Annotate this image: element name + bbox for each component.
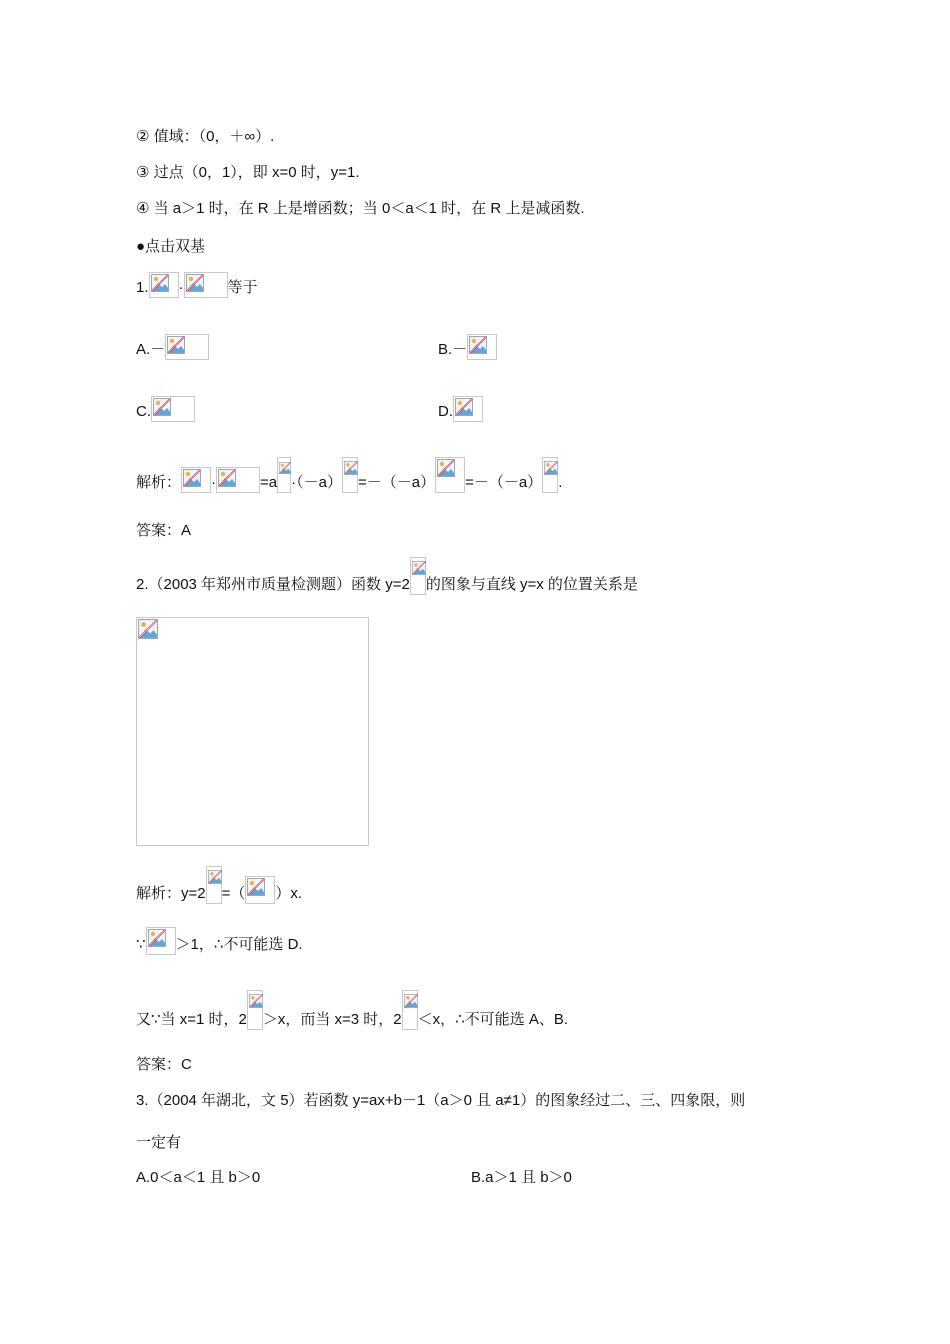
formula-image <box>216 467 260 493</box>
broken-image-icon <box>218 469 236 487</box>
formula-image <box>206 866 222 904</box>
q1-solution: 解析： · =a ·（－a） =－（－a） =－（－a） . <box>136 457 562 493</box>
q1-option-b: B.－ <box>438 334 497 360</box>
broken-image-icon <box>404 992 418 1010</box>
broken-image-icon <box>167 336 185 354</box>
broken-image-icon <box>151 274 169 292</box>
formula-image <box>151 396 195 422</box>
q3-stem-line-1: 3.（2004 年湖北，文 5）若函数 y=ax+b－1（a＞0 且 a≠1）的图象经过二、三、四象限，则 <box>136 1092 746 1109</box>
broken-image-icon <box>148 929 166 947</box>
broken-image-icon <box>469 336 487 354</box>
q2-stem: 2.（2003 年郑州市质量检测题）函数 y=2 的图象与直线 y=x 的位置关系是 <box>136 557 638 595</box>
q1-option-c: C. <box>136 396 195 422</box>
q2-solution-3: 又∵当 x=1 时，2 ＞x，而当 x=3 时，2 ＜x，∴不可能选 A、B. <box>136 990 568 1030</box>
formula-image <box>453 396 483 422</box>
q3-stem-line-2: 一定有 <box>136 1134 182 1151</box>
q1-option-d: D. <box>438 396 483 422</box>
broken-image-icon <box>455 398 473 416</box>
q2-solution-2: ∵ ＞1，∴不可能选 D. <box>136 927 303 955</box>
formula-image <box>181 467 211 493</box>
formula-image <box>435 457 465 493</box>
property-monotonic: ④ 当 a＞1 时，在 R 上是增函数；当 0＜a＜1 时，在 R 上是减函数. <box>136 200 585 217</box>
broken-image-icon <box>437 459 455 477</box>
graph-figure-image <box>136 617 369 846</box>
q3-option-a: A.0＜a＜1 且 b＞0 <box>136 1169 261 1186</box>
broken-image-icon <box>544 459 558 477</box>
formula-image <box>247 990 263 1030</box>
broken-image-icon <box>344 459 358 477</box>
formula-image <box>410 557 426 595</box>
formula-image <box>467 334 497 360</box>
broken-image-icon <box>153 398 171 416</box>
formula-image <box>402 990 418 1030</box>
formula-image <box>149 272 179 298</box>
formula-image <box>277 457 291 493</box>
broken-image-icon <box>186 274 204 292</box>
broken-image-icon <box>208 868 222 886</box>
property-range: ② 值域：（0，＋∞）. <box>136 128 275 145</box>
q1-stem: 1. · 等于 <box>136 272 258 298</box>
broken-image-icon <box>249 992 263 1010</box>
q1-option-a: A.－ <box>136 334 209 360</box>
broken-image-icon <box>183 469 201 487</box>
q2-solution-1: 解析：y=2 =（ ）x. <box>136 866 302 904</box>
formula-image <box>342 457 358 493</box>
broken-image-icon <box>247 878 265 896</box>
formula-image <box>165 334 209 360</box>
q1-answer: 答案：A <box>136 522 192 539</box>
section-title: ●点击双基 <box>136 238 206 255</box>
broken-image-icon <box>279 459 291 477</box>
q2-answer: 答案：C <box>136 1056 192 1073</box>
formula-image <box>542 457 558 493</box>
broken-image-icon <box>138 619 158 639</box>
q3-option-b: B.a＞1 且 b＞0 <box>471 1169 572 1186</box>
broken-image-icon <box>412 559 426 577</box>
formula-image <box>184 272 228 298</box>
formula-image <box>146 927 176 955</box>
property-point: ③ 过点（0，1），即 x=0 时，y=1. <box>136 164 360 181</box>
formula-image <box>245 876 275 904</box>
